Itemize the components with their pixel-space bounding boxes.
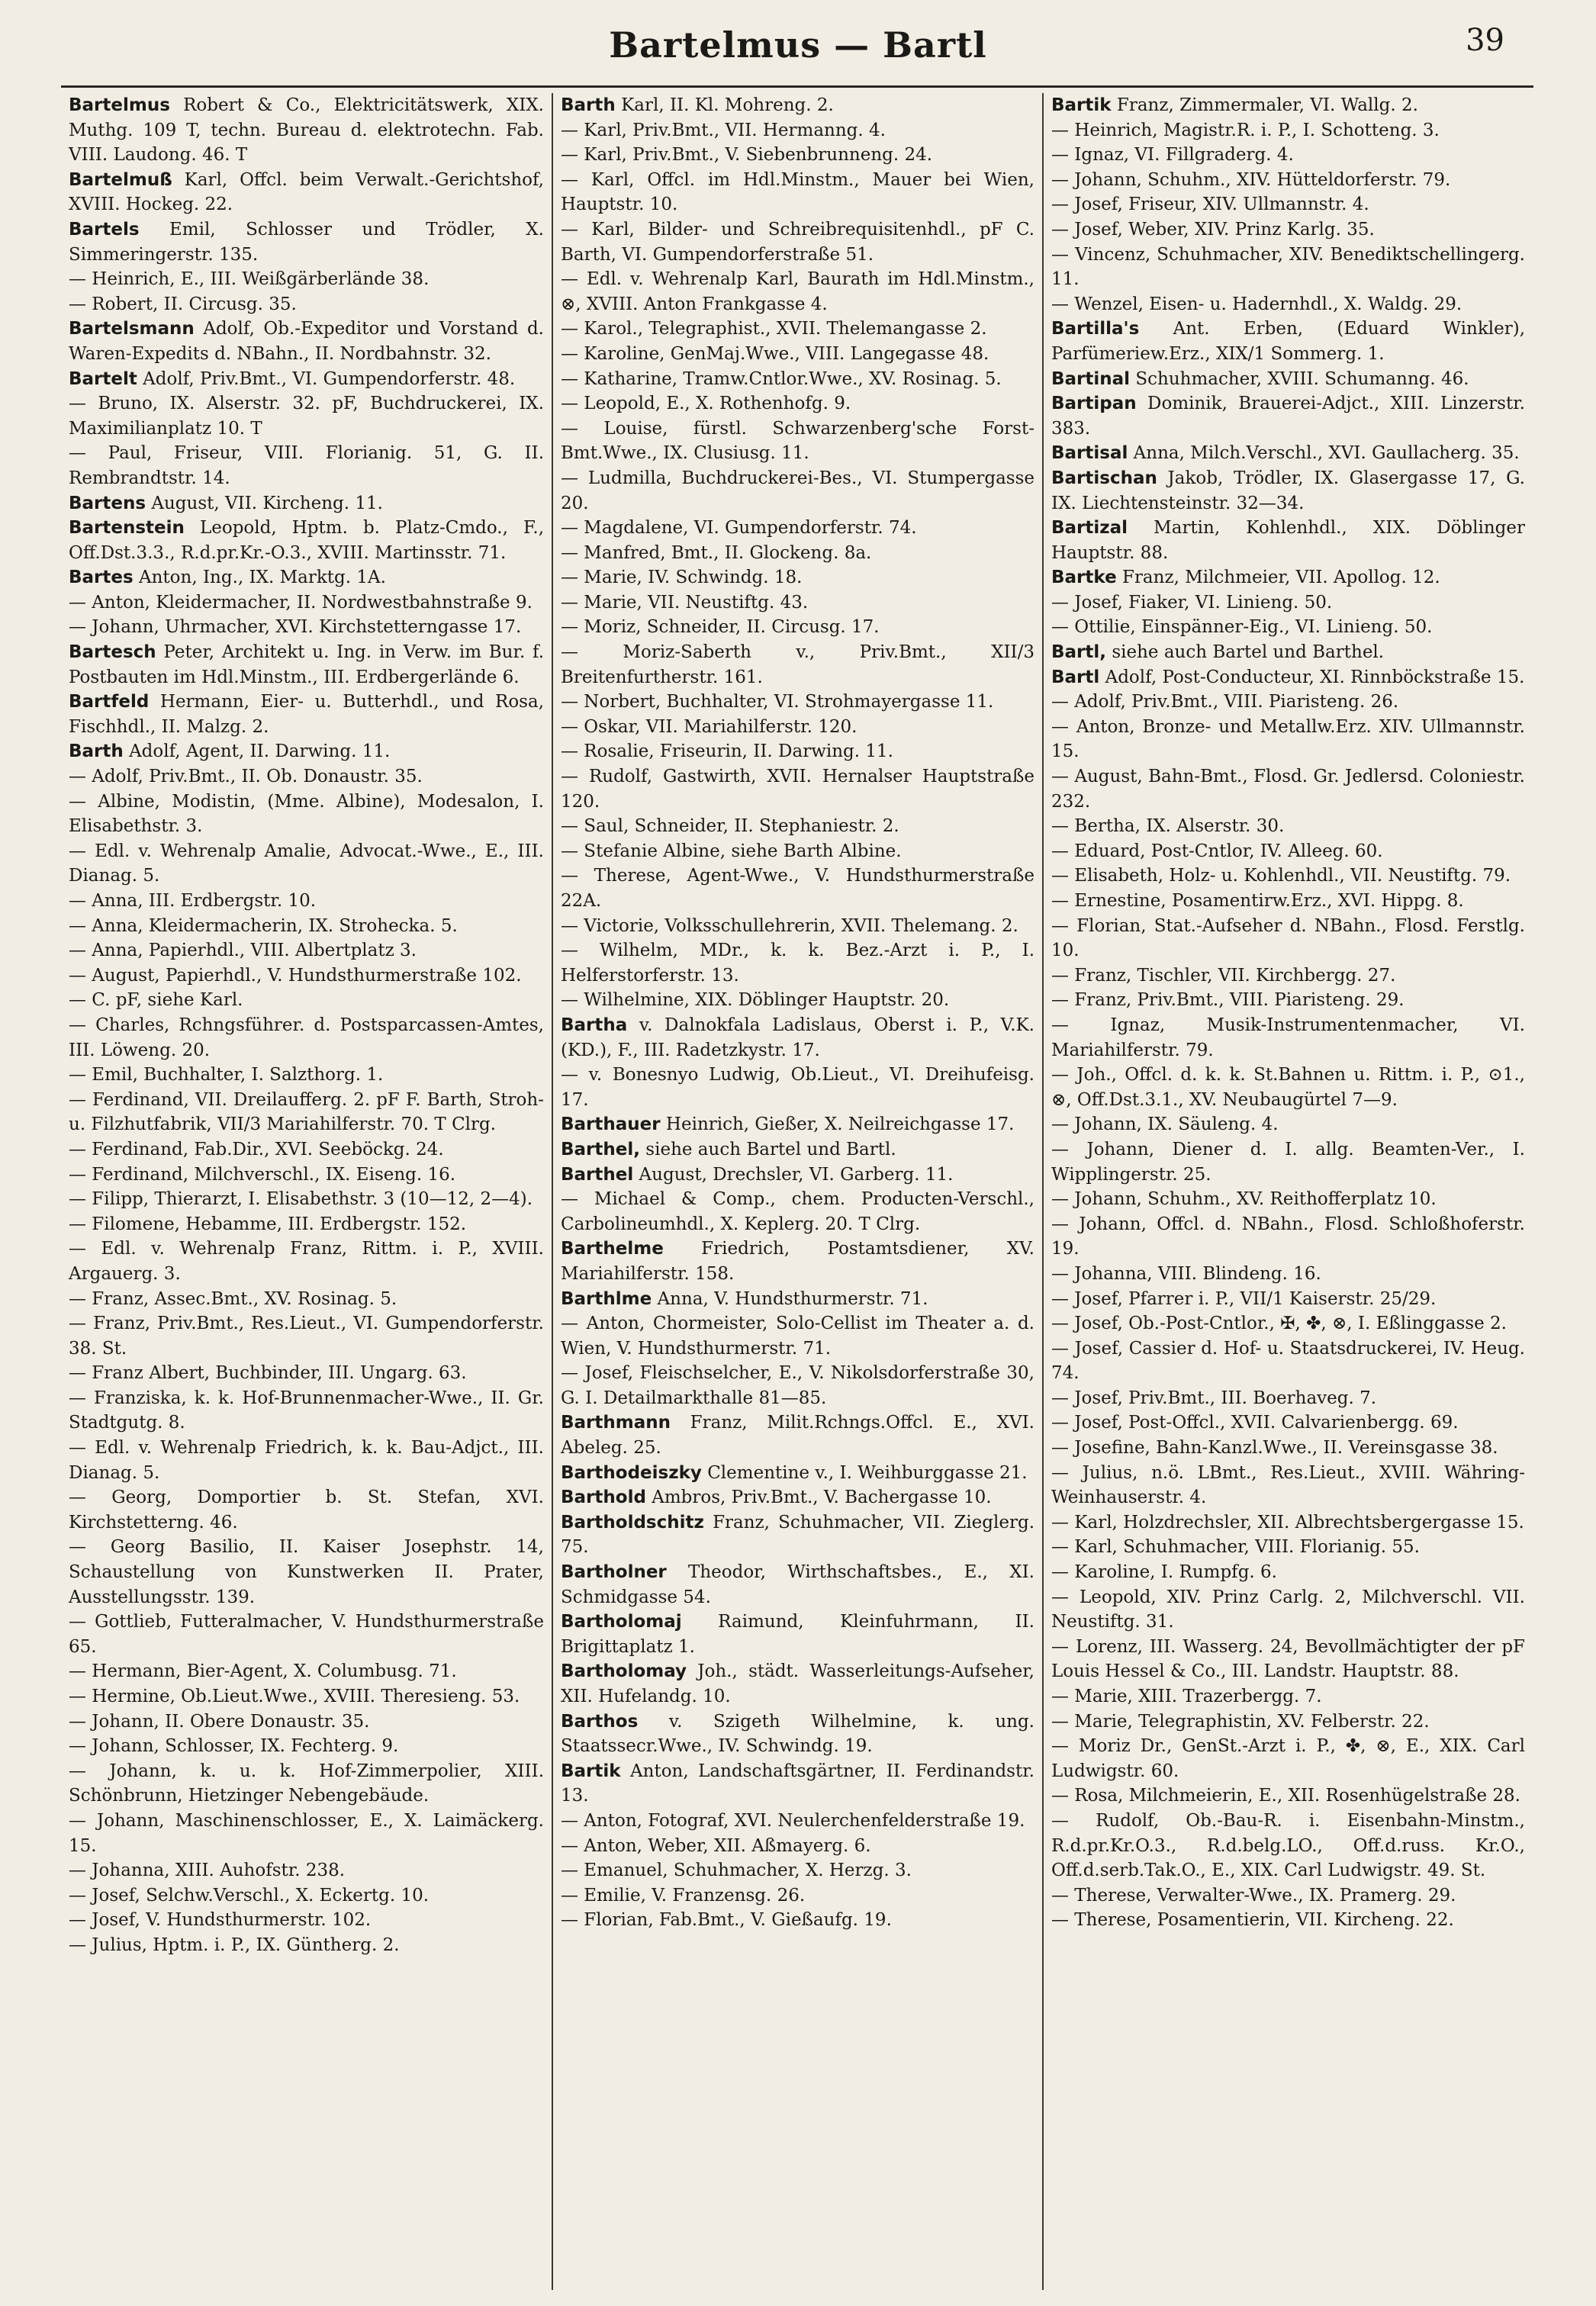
directory-entry: Bartesch Peter, Architekt u. Ing. in Verw. im Bur. f. Postbauten im Hdl.Minstm., III. Erdbergerlände 6. (69, 642, 544, 687)
directory-entry: Bartelt Adolf, Priv.Bmt., VI. Gumpendorferstr. 48. (69, 368, 516, 389)
directory-entry: Barth Karl, II. Kl. Mohreng. 2. (561, 95, 834, 115)
directory-entry: — Robert, II. Circusg. 35. (69, 294, 297, 314)
directory-entry: — Marie, IV. Schwindg. 18. (561, 568, 803, 588)
surname: Bartels (69, 219, 140, 240)
directory-entry: Bartisal Anna, Milch.Verschl., XVI. Gaullacherg. 35. (1051, 443, 1520, 464)
directory-entry: — Ottilie, Einspänner-Eig., VI. Linieng. 50. (1051, 617, 1433, 638)
surname: Bartik (561, 1761, 621, 1781)
directory-entry: — Heinrich, E., III. Weißgärberlände 38. (69, 269, 430, 290)
surname: Bartl, (1051, 642, 1107, 663)
directory-entry: — Josef, Fiaker, VI. Linieng. 50. (1051, 592, 1333, 613)
directory-entry: — Edl. v. Wehrenalp Karl, Baurath im Hdl.Minstm., ⊗, XVIII. Anton Frankgasse 4. (561, 269, 1035, 314)
directory-entry: Bartholdschitz Franz, Schuhmacher, VII. Zieglerg. 75. (561, 1512, 1035, 1558)
directory-entry: — Ignaz, Musik-Instrumentenmacher, VI. Mariahilferstr. 79. (1051, 1015, 1525, 1060)
directory-entry: — Franz, Assec.Bmt., XV. Rosinag. 5. (69, 1288, 397, 1309)
directory-entry: — Josef, Ob.-Post-Cntlor., ✠, ✤, ⊗, I. Eßlinggasse 2. (1051, 1314, 1507, 1334)
surname: Bartisal (1051, 443, 1128, 464)
directory-entry: — Charles, Rchngsführer. d. Postsparcassen-Amtes, III. Löweng. 20. (69, 1015, 544, 1060)
directory-entry: Barthauer Heinrich, Gießer, X. Neilreichgasse 17. (561, 1114, 1015, 1135)
directory-entry: Barthold Ambros, Priv.Bmt., V. Bachergasse 10. (561, 1487, 992, 1508)
directory-entry: — Emil, Buchhalter, I. Salzthorg. 1. (69, 1065, 384, 1085)
directory-entry: Bartenstein Leopold, Hptm. b. Platz-Cmdo., F., Off.Dst.3.3., R.d.pr.Kr.-O.3., XVIII. Martinsstr. 71. (69, 518, 544, 563)
directory-entry: Barth Adolf, Agent, II. Darwing. 11. (69, 741, 391, 762)
surname: Bartelsmann (69, 319, 195, 339)
directory-entry: Barthmann Franz, Milit.Rchngs.Offcl. E., XVI. Abeleg. 25. (561, 1413, 1035, 1459)
directory-entry: — Paul, Friseur, VIII. Florianig. 51, G. II. Rembrandtstr. 14. (69, 443, 544, 488)
surname: Bartelt (69, 368, 137, 389)
surname: Barthos (561, 1711, 639, 1732)
directory-entry: — Therese, Agent-Wwe., V. Hundsthurmerstraße 22A. (561, 866, 1035, 911)
directory-entry: — Wilhelmine, XIX. Döblinger Hauptstr. 20. (561, 990, 950, 1011)
directory-entry: — Josef, Post-Offcl., XVII. Calvarienbergg. 69. (1051, 1413, 1459, 1433)
directory-entry: — Rosalie, Friseurin, II. Darwing. 11. (561, 741, 893, 762)
directory-entry: — Adolf, Priv.Bmt., II. Ob. Donaustr. 35. (69, 767, 423, 787)
directory-entry: — Norbert, Buchhalter, VI. Strohmayergasse 11. (561, 692, 994, 712)
directory-entry: — Saul, Schneider, II. Stephaniestr. 2. (561, 816, 899, 837)
directory-entry: — Anna, III. Erdbergstr. 10. (69, 891, 317, 911)
directory-entry: — Johanna, XIII. Auhofstr. 238. (69, 1861, 346, 1881)
directory-entry: — Josef, Priv.Bmt., III. Boerhaveg. 7. (1051, 1388, 1377, 1408)
directory-entry: — Franz, Tischler, VII. Kirchbergg. 27. (1051, 965, 1396, 986)
directory-entry: — Bruno, IX. Alserstr. 32. pF, Buchdruckerei, IX. Maximilianplatz 10. T (69, 394, 544, 439)
directory-entry: — Oskar, VII. Mariahilferstr. 120. (561, 716, 858, 737)
directory-entry: — Rudolf, Gastwirth, XVII. Hernalser Hauptstraße 120. (561, 767, 1035, 812)
directory-entry: — Karl, Offcl. im Hdl.Minstm., Mauer bei Wien, Hauptstr. 10. (561, 169, 1035, 215)
directory-entry: — Josef, Fleischselcher, E., V. Nikolsdorferstraße 30, G. I. Detailmarkthalle 81—85. (561, 1363, 1035, 1408)
surname: Barthlme (561, 1288, 652, 1309)
directory-entry: Bartelsmann Adolf, Ob.-Expeditor und Vorstand d. Waren-Expedits d. NBahn., II. Nordbahnstr. 32. (69, 319, 544, 364)
directory-entry: — Edl. v. Wehrenalp Amalie, Advocat.-Wwe., E., III. Dianag. 5. (69, 841, 544, 886)
directory-entry: Bartke Franz, Milchmeier, VII. Apollog. 12. (1051, 568, 1440, 588)
directory-entry: Bartels Emil, Schlosser und Trödler, X. Simmeringerstr. 135. (69, 219, 544, 265)
directory-entry: Bartinal Schuhmacher, XVIII. Schumanng. 46. (1051, 368, 1469, 389)
surname: Bartha (561, 1015, 628, 1035)
directory-entry: — Ludmilla, Buchdruckerei-Bes., VI. Stumpergasse 20. (561, 468, 1035, 513)
directory-entry: — Elisabeth, Holz- u. Kohlenhdl., VII. Neustiftg. 79. (1051, 866, 1511, 886)
surname: Bartholomaj (561, 1612, 682, 1632)
directory-entry: — Johann, Uhrmacher, XVI. Kirchstetterngasse 17. (69, 617, 522, 638)
directory-entry: — Karl, Bilder- und Schreibrequisitenhdl., pF C. Barth, VI. Gumpendorferstraße 51. (561, 219, 1035, 265)
surname: Bartipan (1051, 394, 1137, 414)
directory-entry: — Johann, Schuhm., XIV. Hütteldorferstr. 79. (1051, 169, 1451, 190)
directory-entry: — Ferdinand, Milchverschl., IX. Eiseng. 16. (69, 1164, 456, 1185)
directory-entry: Bartik Anton, Landschaftsgärtner, II. Ferdinandstr. 13. (561, 1761, 1035, 1806)
directory-entry: — Therese, Verwalter-Wwe., IX. Pramerg. 29. (1051, 1885, 1456, 1906)
directory-entry: — Anna, Kleidermacherin, IX. Strohecka. 5. (69, 915, 458, 936)
directory-entry: — Karl, Priv.Bmt., VII. Hermanng. 4. (561, 120, 886, 140)
surname: Bartesch (69, 642, 156, 663)
directory-entry: — Johann, Maschinenschlosser, E., X. Laimäckerg. 15. (69, 1810, 544, 1856)
directory-entry: Bartholomay Joh., städt. Wasserleitungs-Aufseher, XII. Hufelandg. 10. (561, 1661, 1035, 1706)
directory-entry: — Johann, k. u. k. Hof-Zimmerpolier, XIII. Schönbrunn, Hietzinger Nebengebäude. (69, 1761, 544, 1806)
directory-entry: — Ernestine, Posamentirw.Erz., XVI. Hippg. 8. (1051, 891, 1464, 911)
page-header (0, 17, 1596, 70)
directory-entry: — Josef, V. Hundsthurmerstr. 102. (69, 1910, 372, 1931)
directory-entry: — Johann, Diener d. I. allg. Beamten-Ver., I. Wipplingerstr. 25. (1051, 1139, 1525, 1185)
directory-entry: Barthlme Anna, V. Hundsthurmerstr. 71. (561, 1288, 928, 1309)
surname: Bartholdschitz (561, 1512, 704, 1533)
directory-entry: — Albine, Modistin, (Mme. Albine), Modesalon, I. Elisabethstr. 3. (69, 791, 544, 837)
directory-entry: — Josef, Selchw.Verschl., X. Eckertg. 10. (69, 1885, 430, 1906)
surname: Barthold (561, 1487, 646, 1508)
directory-entry: — Franz Albert, Buchbinder, III. Ungarg. 63. (69, 1363, 467, 1384)
directory-entry: — Katharine, Tramw.Cntlor.Wwe., XV. Rosinag. 5. (561, 368, 1002, 389)
surname: Barthel (561, 1164, 634, 1185)
directory-entry: — Adolf, Priv.Bmt., VIII. Piaristeng. 26. (1051, 692, 1399, 712)
directory-entry: — Michael & Comp., chem. Producten-Verschl., Carbolineumhdl., X. Keplerg. 20. T Clrg. (561, 1189, 1035, 1234)
directory-entry: — Karl, Priv.Bmt., V. Siebenbrunneng. 24. (561, 145, 933, 166)
directory-entry: Bartipan Dominik, Brauerei-Adjct., XIII. Linzerstr. 383. (1051, 394, 1525, 439)
directory-entry: — Moriz, Schneider, II. Circusg. 17. (561, 617, 880, 638)
directory-entry: — Eduard, Post-Cntlor, IV. Alleeg. 60. (1051, 841, 1383, 861)
directory-entry: Bartholner Theodor, Wirthschaftsbes., E., XI. Schmidgasse 54. (561, 1562, 1035, 1607)
directory-entry: Bartelmus Robert & Co., Elektricitätswerk, XIX. Muthg. 109 T, techn. Bureau d. elektrotechn. Fab. VIII. Laudong. 46. T (69, 95, 544, 166)
directory-entry: — Anton, Kleidermacher, II. Nordwestbahnstraße 9. (69, 592, 533, 613)
directory-entry: — Leopold, E., X. Rothenhofg. 9. (561, 394, 851, 414)
directory-entry: — Florian, Stat.-Aufseher d. NBahn., Flosd. Ferstlg. 10. (1051, 915, 1525, 961)
directory-entry: — Josef, Friseur, XIV. Ullmannstr. 4. (1051, 195, 1369, 215)
directory-entry: — Edl. v. Wehrenalp Friedrich, k. k. Bau-Adjct., III. Dianag. 5. (69, 1438, 544, 1483)
directory-entry: Bartelmuß Karl, Offcl. beim Verwalt.-Gerichtshof, XVIII. Hockeg. 22. (69, 169, 544, 215)
directory-entry: — Marie, Telegraphistin, XV. Felberstr. 22. (1051, 1711, 1430, 1732)
directory-entry: — Ignaz, VI. Fillgraderg. 4. (1051, 145, 1294, 166)
page-number: 39 (1466, 23, 1504, 58)
directory-entry: — Karl, Holzdrechsler, XII. Albrechtsbergergasse 15. (1051, 1512, 1524, 1533)
column-middle (552, 93, 1042, 2290)
directory-entry: — Rudolf, Ob.-Bau-R. i. Eisenbahn-Minstm., R.d.pr.Kr.O.3., R.d.belg.LO., Off.d.russ. Kr.O., Off.d.serb.Tak.O., E., XIX. Carl Ludwigstr. 49. St. (1051, 1810, 1525, 1881)
directory-entry: — Emanuel, Schuhmacher, X. Herzg. 3. (561, 1861, 912, 1881)
directory-entry: — Filomene, Hebamme, III. Erdbergstr. 152. (69, 1214, 467, 1234)
directory-entry: — Josefine, Bahn-Kanzl.Wwe., II. Vereinsgasse 38. (1051, 1438, 1498, 1459)
directory-entry: — Julius, Hptm. i. P., IX. Güntherg. 2. (69, 1935, 400, 1955)
surname: Bartelmus (69, 95, 170, 115)
directory-entry: — August, Bahn-Bmt., Flosd. Gr. Jedlersd. Coloniestr. 232. (1051, 767, 1525, 812)
directory-entry: — Anton, Chormeister, Solo-Cellist im Theater a. d. Wien, V. Hundsthurmerstr. 71. (561, 1314, 1035, 1359)
surname: Barthauer (561, 1114, 661, 1135)
surname: Barthmann (561, 1413, 671, 1433)
surname: Bartik (1051, 95, 1112, 115)
directory-entry: Bartha v. Dalnokfala Ladislaus, Oberst i. P., V.K. (KD.), F., III. Radetzkystr. 17. (561, 1015, 1035, 1060)
directory-entry: — Johann, Schuhm., XV. Reithofferplatz 10. (1051, 1189, 1437, 1210)
directory-entry: — Rosa, Milchmeierin, E., XII. Rosenhügelstraße 28. (1051, 1786, 1520, 1806)
directory-entry: — Karoline, I. Rumpfg. 6. (1051, 1562, 1277, 1583)
surname: Bartens (69, 493, 146, 513)
directory-entry: — Hermine, Ob.Lieut.Wwe., XVIII. Theresieng. 53. (69, 1687, 520, 1706)
surname: Bartl (1051, 667, 1100, 687)
directory-entry: — Anton, Bronze- und Metallw.Erz. XIV. Ullmannstr. 15. (1051, 716, 1525, 762)
directory-entry: — Franziska, k. k. Hof-Brunnenmacher-Wwe., II. Gr. Stadtgutg. 8. (69, 1388, 544, 1433)
surname: Bartizal (1051, 518, 1128, 539)
directory-entry: — Anna, Papierhdl., VIII. Albertplatz 3. (69, 941, 417, 961)
directory-entry: — Josef, Weber, XIV. Prinz Karlg. 35. (1051, 219, 1375, 240)
directory-entry: — Manfred, Bmt., II. Glockeng. 8a. (561, 542, 872, 563)
directory-entry: — Emilie, V. Franzensg. 26. (561, 1885, 806, 1906)
directory-entry: Bartischan Jakob, Trödler, IX. Glasergasse 17, G. IX. Liechtensteinstr. 32—34. (1051, 468, 1525, 513)
directory-entry: — Franz, Priv.Bmt., Res.Lieut., VI. Gumpendorferstr. 38. St. (69, 1314, 544, 1359)
directory-entry: — Karol., Telegraphist., XVII. Thelemangasse 2. (561, 319, 987, 339)
directory-entry: — August, Papierhdl., V. Hundsthurmerstraße 102. (69, 965, 522, 986)
directory-entry: — Franz, Priv.Bmt., VIII. Piaristeng. 29. (1051, 990, 1405, 1011)
surname: Barth (69, 741, 124, 762)
directory-entry: — Leopold, XIV. Prinz Carlg. 2, Milchverschl. VII. Neustiftg. 31. (1051, 1587, 1525, 1632)
directory-entry: — Bertha, IX. Alserstr. 30. (1051, 816, 1285, 837)
surname: Bartfeld (69, 692, 150, 712)
surname: Barthodeiszky (561, 1462, 702, 1483)
directory-entry: — Stefanie Albine, siehe Barth Albine. (561, 841, 902, 861)
column-right (1042, 93, 1533, 2290)
surname: Bartholomay (561, 1661, 687, 1682)
directory-entry: — Moriz Dr., GenSt.-Arzt i. P., ✤, ⊗, E., XIX. Carl Ludwigstr. 60. (1051, 1736, 1525, 1781)
running-title: Bartelmus — Bartl (609, 24, 987, 66)
directory-entry: Bartik Franz, Zimmermaler, VI. Wallg. 2. (1051, 95, 1418, 115)
directory-entry: Bartl, siehe auch Bartel und Barthel. (1051, 642, 1385, 663)
directory-entry: Bartfeld Hermann, Eier- u. Butterhdl., und Rosa, Fischhdl., II. Malzg. 2. (69, 692, 544, 737)
directory-entry: Barthel August, Drechsler, VI. Garberg. 11. (561, 1164, 954, 1185)
directory-entry: — Georg, Domportier b. St. Stefan, XVI. Kirchstetterng. 46. (69, 1487, 544, 1533)
directory-entry: — Wilhelm, MDr., k. k. Bez.-Arzt i. P., I. Helferstorferstr. 13. (561, 941, 1035, 986)
directory-entry: — Johann, IX. Säuleng. 4. (1051, 1114, 1279, 1135)
directory-entry: Bartens August, VII. Kircheng. 11. (69, 493, 383, 513)
directory-entry: — Victorie, Volksschullehrerin, XVII. Thelemang. 2. (561, 915, 1018, 936)
directory-entry: — Karl, Schuhmacher, VIII. Florianig. 55. (1051, 1537, 1420, 1558)
directory-entry: — v. Bonesnyo Ludwig, Ob.Lieut., VI. Dreihufeisg. 17. (561, 1065, 1035, 1110)
directory-entry: — Therese, Posamentierin, VII. Kircheng. 22. (1051, 1910, 1454, 1931)
directory-entry: — Magdalene, VI. Gumpendorferstr. 74. (561, 518, 917, 539)
directory-entry: — Moriz-Saberth v., Priv.Bmt., XII/3 Breitenfurtherstr. 161. (561, 642, 1035, 687)
surname: Barthel, (561, 1139, 640, 1159)
directory-entry: — Hermann, Bier-Agent, X. Columbusg. 71. (69, 1661, 457, 1682)
surname: Bartenstein (69, 518, 185, 539)
surname: Bartes (69, 568, 134, 588)
directory-entry: — Wenzel, Eisen- u. Hadernhdl., X. Waldg. 29. (1051, 294, 1462, 314)
surname: Bartholner (561, 1562, 667, 1583)
directory-entry: Barthodeiszky Clementine v., I. Weihburggasse 21. (561, 1462, 1028, 1483)
surname: Bartilla's (1051, 319, 1140, 339)
directory-entry: — Johann, II. Obere Donaustr. 35. (69, 1711, 370, 1732)
directory-entry: — Johann, Schlosser, IX. Fechterg. 9. (69, 1736, 399, 1757)
directory-entry: — Josef, Pfarrer i. P., VII/1 Kaiserstr. 25/29. (1051, 1288, 1437, 1309)
column-left (61, 93, 552, 2290)
directory-entry: Bartizal Martin, Kohlenhdl., XIX. Döblinger Hauptstr. 88. (1051, 518, 1525, 563)
directory-entry: — Ferdinand, VII. Dreilaufferg. 2. pF F. Barth, Stroh- u. Filzhutfabrik, VII/3 Mariahilferstr. 70. T Clrg. (69, 1089, 544, 1135)
surname: Bartinal (1051, 368, 1131, 389)
header-rule (61, 85, 1533, 88)
surname: Barth (561, 95, 616, 115)
directory-entry: — Georg Basilio, II. Kaiser Josephstr. 14, Schaustellung von Kunstwerken II. Prater, Ausstellungsstr. 139. (69, 1537, 544, 1607)
surname: Bartke (1051, 568, 1117, 588)
directory-entry: — Louise, fürstl. Schwarzenberg'sche Forst-Bmt.Wwe., IX. Clusiusg. 11. (561, 418, 1035, 464)
directory-entry: — Johanna, VIII. Blindeng. 16. (1051, 1263, 1321, 1284)
surname: Bartischan (1051, 468, 1157, 488)
directory-entry: Bartholomaj Raimund, Kleinfuhrmann, II. Brigittaplatz 1. (561, 1612, 1035, 1657)
directory-entry: — Edl. v. Wehrenalp Franz, Rittm. i. P., XVIII. Argauerg. 3. (69, 1239, 544, 1284)
directory-entry: — Gottlieb, Futteralmacher, V. Hundsthurmerstraße 65. (69, 1612, 544, 1657)
directory-entry: Barthos v. Szigeth Wilhelmine, k. ung. Staatssecr.Wwe., IV. Schwindg. 19. (561, 1711, 1035, 1757)
directory-entry: — Marie, VII. Neustiftg. 43. (561, 592, 809, 613)
directory-entry: — Vincenz, Schuhmacher, XIV. Benediktschellingerg. 11. (1051, 244, 1525, 290)
directory-entry: — Joh., Offcl. d. k. k. St.Bahnen u. Rittm. i. P., ⊙1., ⊗, Off.Dst.3.1., XV. Neubaugürtel 7—9. (1051, 1065, 1525, 1110)
directory-entry: Barthelme Friedrich, Postamtsdiener, XV. Mariahilferstr. 158. (561, 1239, 1035, 1284)
directory-entry: — Johann, Offcl. d. NBahn., Flosd. Schloßhoferstr. 19. (1051, 1214, 1525, 1259)
directory-entry: — Marie, XIII. Trazerbergg. 7. (1051, 1687, 1322, 1706)
directory-entry: — Karoline, GenMaj.Wwe., VIII. Langegasse 48. (561, 343, 989, 364)
directory-entry: — Florian, Fab.Bmt., V. Gießaufg. 19. (561, 1910, 892, 1931)
directory-entry: — Heinrich, Magistr.R. i. P., I. Schotteng. 3. (1051, 120, 1440, 140)
directory-entry: Barthel, siehe auch Bartel und Bartl. (561, 1139, 896, 1159)
directory-entry: — Julius, n.ö. LBmt., Res.Lieut., XVIII. Währing-Weinhauserstr. 4. (1051, 1462, 1525, 1508)
directory-entry: Bartilla's Ant. Erben, (Eduard Winkler), Parfümeriew.Erz., XIX/1 Sommerg. 1. (1051, 319, 1525, 364)
directory-entry: — Josef, Cassier d. Hof- u. Staatsdruckerei, IV. Heug. 74. (1051, 1338, 1525, 1384)
directory-entry: Bartl Adolf, Post-Conducteur, XI. Rinnböckstraße 15. (1051, 667, 1525, 687)
surname: Barthelme (561, 1239, 664, 1259)
entry-columns (61, 93, 1533, 2290)
directory-entry: — Ferdinand, Fab.Dir., XVI. Seeböckg. 24. (69, 1139, 444, 1159)
directory-entry: — Anton, Fotograf, XVI. Neulerchenfelderstraße 19. (561, 1810, 1025, 1831)
directory-entry: — Anton, Weber, XII. Aßmayerg. 6. (561, 1835, 871, 1856)
directory-entry: — C. pF, siehe Karl. (69, 990, 243, 1011)
directory-entry: — Filipp, Thierarzt, I. Elisabethstr. 3 (10—12, 2—4). (69, 1189, 533, 1210)
surname: Bartelmuß (69, 169, 172, 190)
directory-entry: Bartes Anton, Ing., IX. Marktg. 1A. (69, 568, 386, 588)
directory-entry: — Lorenz, III. Wasserg. 24, Bevollmächtigter der pF Louis Hessel & Co., III. Landstr. Hauptstr. 88. (1051, 1636, 1525, 1682)
